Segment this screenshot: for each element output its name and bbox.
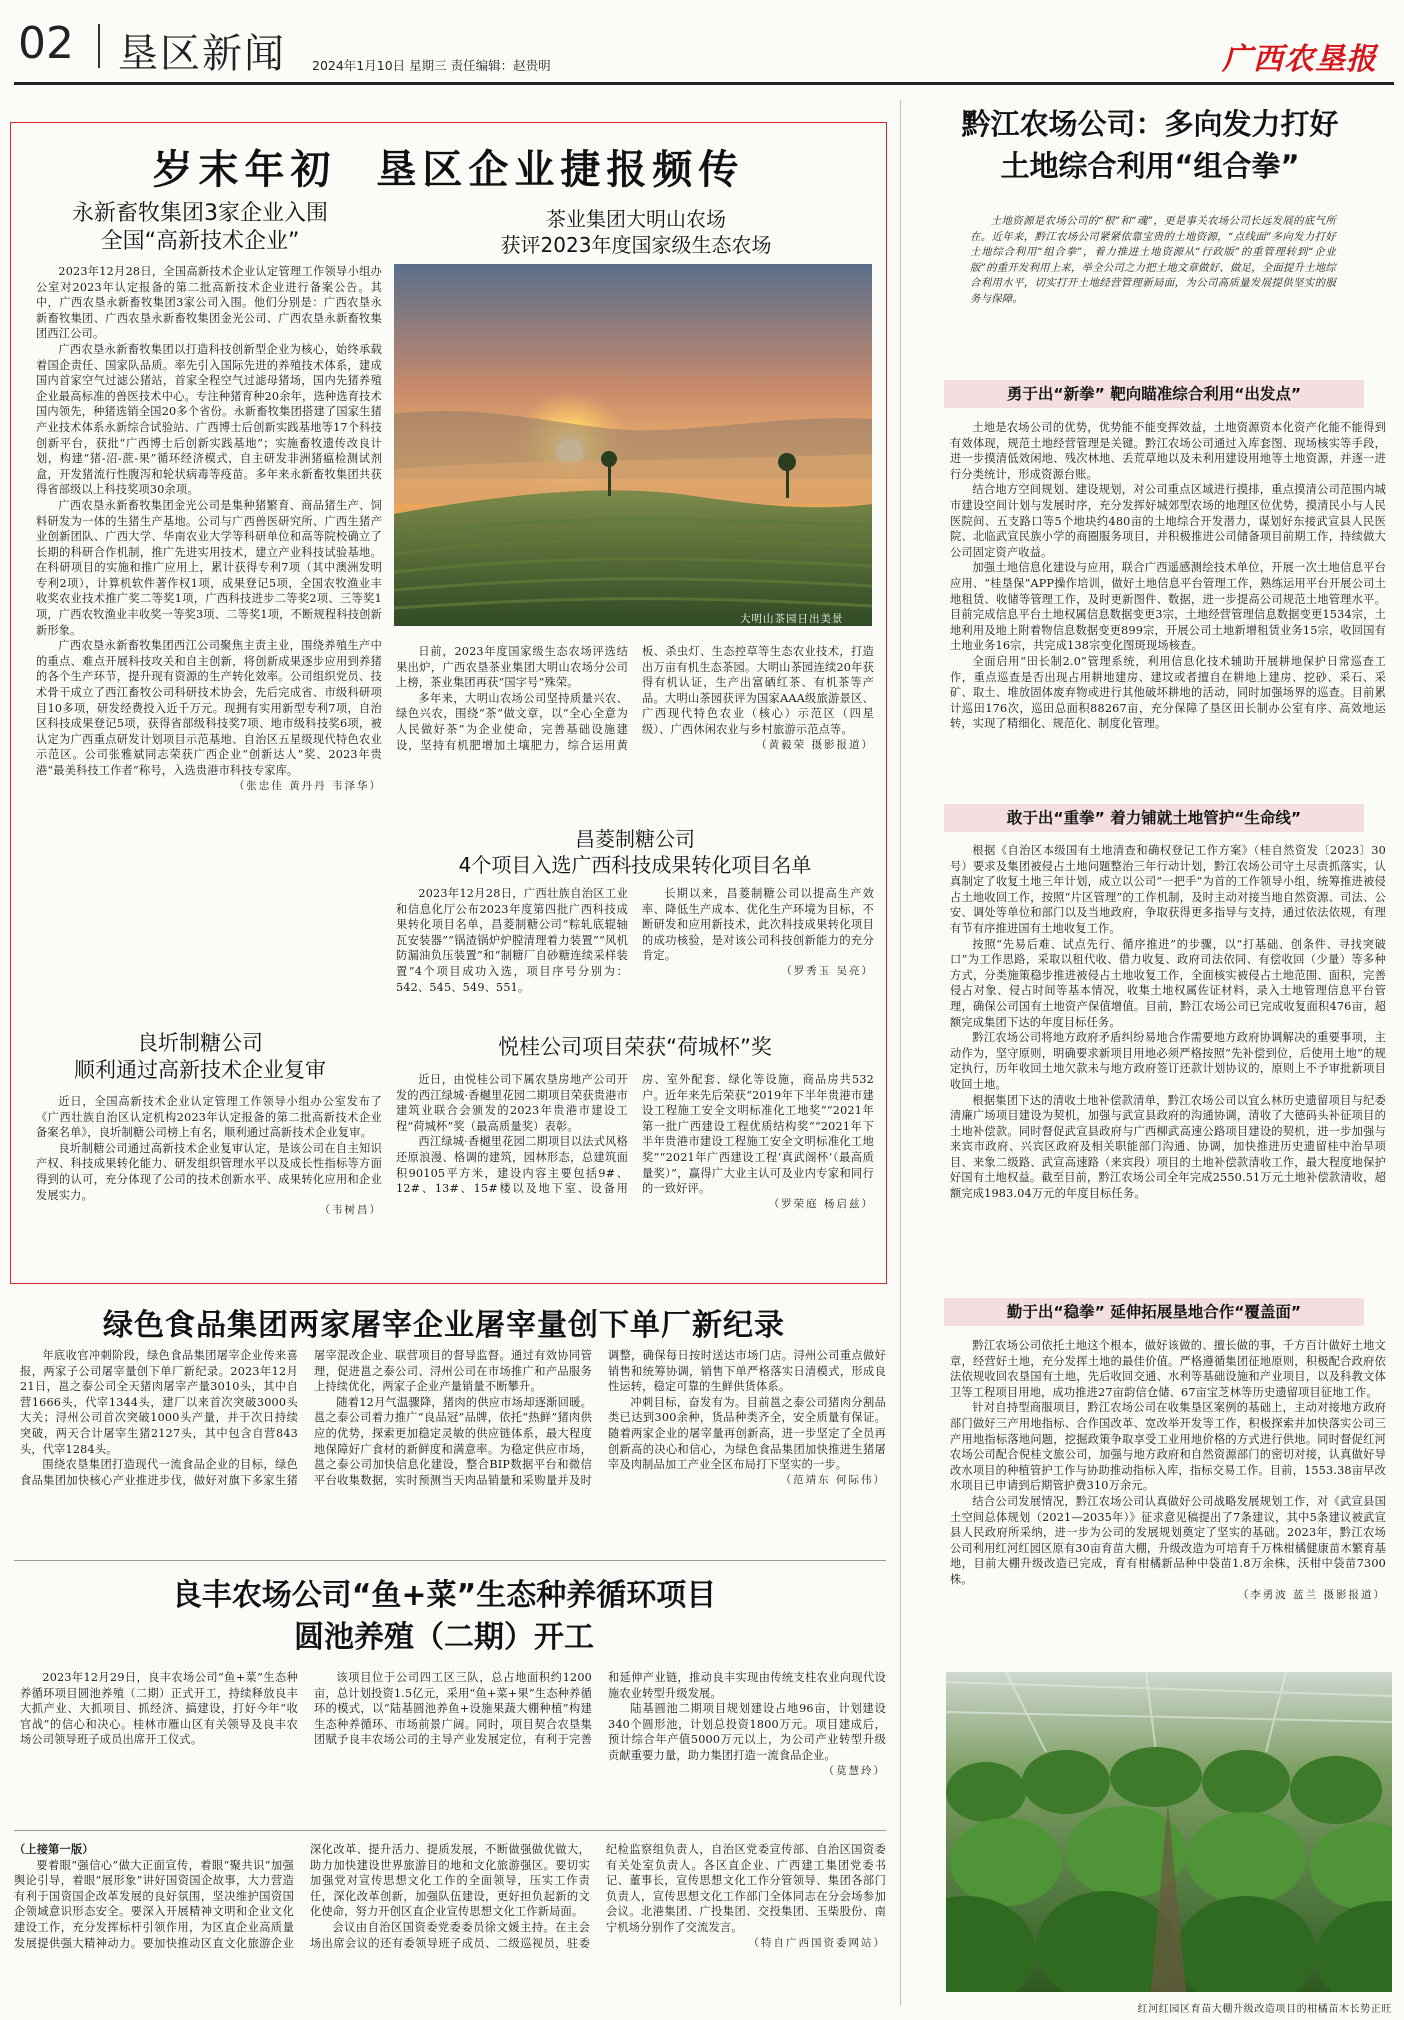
a4-byline: （韦树昌） [319,1204,382,1217]
qianjiang-section3 [950,1338,1386,1603]
liangfeng-headline-line2: 圆池养殖（二期）开工 [294,1620,594,1655]
liangfeng-byline: （莫慧玲） [823,1764,886,1777]
qianjiang-section1 [950,420,1386,732]
column-divider [900,100,901,2005]
greenhouse-photo-caption: 红河红园区育苗大棚升级改造项目的柑橘苗木长势正旺 [1137,2004,1392,2015]
tea-garden-sunrise-photo [394,264,872,626]
page-number: 02 [18,18,74,69]
liangfeng-headline-line1: 良丰农场公司“鱼+菜”生态种养循环项目 [171,1578,717,1613]
right-para: 黔江农场公司将地方政府矛盾纠纷易地合作需要地方政府协调解决的重要事项，主动作为，坚守原则，明确要求新项目用地必须严格按照“先补偿到位，后使用土地”的规定执行，历年收回土地欠款未与地方政府签订还款计划协议的，原则上不予审批新项目收回土地。 [950,1031,1386,1091]
seedling-greenhouse-photo [946,1672,1392,1992]
qianjiang-headline-line1: 黔江农场公司：多向发力打好 [961,107,1339,141]
a3-para: 2023年12月28日，广西壮族自治区工业和信息化厅公布2023年度第四批广西科技成果转化项目名单，昌菱制糖公司“粽轧底辊轴瓦安装器”“锅渣锅炉炉膛清理着力装置”“风机防漏油负压装置”和“制糖厂自砂糖连续采样装置”4个项目成功入选，项目序号分别为：542、545、549、551。 [396,887,628,994]
right-para: 针对自持型商服项目，黔江农场公司在收集垦区案例的基础上，主动对接地方政府部门做好三产用地指标、合作国改革、宽改举开发等工作，积极探索并加快落实公司三产用地指标落地问题，挖掘政策争取享受工业用地价格的方式进行供地。同时督促红河农场公司配合倪桂文旅公司，加强与地方政府和自然资源部门的密切对接，认真做好导改水项目的种植管护工作与协助推动指标入库，指标交易工作。目前，1553.38亩早改水项目已申请到后期管护费310万余元。 [950,1401,1386,1493]
header-divider [98,24,100,68]
right-para: 全面启用“田长制2.0”管理系统，利用信息化技术辅助开展耕地保护日常巡查工作，重点巡查是否出现占用耕地建房、建坟或者擅自在耕地上建房、挖砂、采石、采矿、取土、堆放固体废弃物或进行其他破坏耕地的活动，同时加强场界的巡查。目前累计巡田176次，巡田总面积88267亩，充分保障了垦区田长制办公室有序、高效地运转，实现了精细化、规范化、制度化管理。 [950,654,1386,731]
a1-para: 广西农垦永新畜牧集团以打造科技创新型企业为核心，始终承载着国企责任、国家队品质。率先引入国际先进的养殖技术体系，建成国内首家空气过滤公猪站，首家全程空气过滤母猪场，国内先猪养殖企业最高标准的兽医技术中心。专注种猪育种20余年，选种选育技术国内领先，种猪选销全国20多个省份。永新畜牧集团搭建了国家生猪产业技术体系永新综合试验站、广西博士后创新实践基地等17个科技创新平台，获批“广西博士后创新实践基地”；实施畜牧遗传改良计划，构建“猪-沼-蔗-果”循环经济模式，自主研发非洲猪瘟检测试剂盒，开发猪流行性腹泻和轮状病毒等疫苗。多年来永新畜牧集团共获得省部级以上科技奖项30余项。 [36,342,382,497]
a2-byline: （黄毅荣 摄影报道） [756,738,874,751]
box-banner-headline: 岁末年初 垦区企业捷报频传 [152,147,745,193]
a2-para: 日前，2023年度国家级生态农场评选结果出炉，广西农垦茶业集团大明山农场分公司上榜，茶业集团再获“国字号”殊荣。 [396,645,628,690]
a4-title-line1: 良圻制糖公司 [137,1031,263,1055]
subhead-1: 勇于出“新拳” 靶向瞄准综合利用“出发点” [944,380,1364,408]
a2-para: 多年来，大明山农场公司坚持质量兴农、绿色兴农，围绕“茶”做文章，以“全心全意为人民做好茶”为企业使命，完善基础设施建设，坚持有机肥增加土壤肥力，综合运用黄板、杀虫灯、生态控草等生态农业技术，打造出万亩有机生态茶园。大明山茶园连续20年获得有机认证，生产出富硒红茶、有机茶等产品。大明山茶园获评为国家AAA级旅游景区、广西现代特色农业（核心）示范区（四星级）、广西休闲农业与乡村旅游示范点等。 [396,645,874,752]
a4-title-line2: 顺利通过高新技术企业复审 [74,1058,326,1082]
right-para: 根据《自治区本级国有土地清查和确权登记工作方案》（桂自然资发〔2023〕30号）要求及集团被侵占土地问题整治三年行动计划，黔江农场公司守土尽责抓落实，认真制定了收复土地三年计划，成立以公司“一把手”为首的工作领导小组，统筹推进被侵占土地收回工作，按照“片区管理”的工作机制，及时主动对接当地自然资源、司法、公安、调处等单位和部门以及当地政府，争取获得更多指导与支持，通过依法依规，有理有节有序推进国有土地收复工作。 [950,844,1386,935]
a4-para: 良圻制糖公司通过高新技术企业复审认定，是该公司在自主知识产权、科技成果转化能力、研发组织管理水平以及成长性指标等方面得到的认可，充分体现了公司的技术创新水平、成果转化应用和企业发展实力。 [36,1141,382,1202]
a3-title-line1: 昌菱制糖公司 [575,827,695,851]
right-para: 按照“先易后难、试点先行、循序推进”的步骤，以“打基础、创条件、寻找突破口”为工作思路，采取以租代收、借力收复、政府司法依同、有偿收回（少量）等多种方式，分类施策稳步推进被侵占土地收复工作，全面核实被侵占土地范围、面积，完善侵占对象、侵占时间等基本情况，收集土地权属佐证材料，录入土地管理信息平台管理，确保公司国有土地资产保值增值。目前，黔江农场公司已完成收复面积476亩，超额完成集团下达的年度目标任务。 [950,937,1386,1029]
a5-para: 近日，由悦桂公司下属农垦房地产公司开发的西江绿城·香樾里花园二期项目荣获贵港市建筑业联合会颁发的2023年贵港市建设工程“荷城杯”奖（最高质量奖）表彰。 [396,1073,628,1133]
a2-title-line1: 茶业集团大明山农场 [546,207,726,231]
a5-byline: （罗荣庭 杨启兹） [768,1197,874,1210]
green-food-headline: 绿色食品集团两家屠宰企业屠宰量创下单厂新纪录 [103,1308,785,1343]
lead-para: 土地资源是农场公司的“根”和“魂”，更是事关农场公司长远发展的底气所在。近年来，黔江农场公司紧紧依靠宝贵的土地资源，“点线面”多向发力打好土地综合利用“组合拳”，着力推进土地资源从“行政版”的重管理转到“企业版”的重开发利用上来，举全公司之力把土地文章做好、做足，全面提升土地综合利用水平，切实打开土地经营管理新局面，为公司高质量发展提供坚实的服务与保障。 [970,215,1336,305]
right-para: 加强土地信息化建设与应用，联合广西遥感测绘技术单位，开展一次土地信息平台应用、“桂垦保”APP操作培训，做好土地信息平台管理工作，熟练运用平台开展公司土地租赁、收储等管理工作，及时更新图件、数据，进一步提高公司规范土地管理水平。目前完成信息平台土地权属信息数据变更3宗，土地经营管理信息数据变更1534宗，土地利用及地上附着物信息数据变更899宗，开展公司土地新增租赁业务15宗，收回国有土地业务16宗，共完成138宗变化图斑现场核查。 [950,561,1386,653]
issue-meta: 2024年1月10日 星期三 责任编辑：赵贵明 [312,58,551,73]
qianjiang-section2 [950,843,1386,1202]
header-rule [14,82,1394,85]
liangfeng-para: 陆基圆池二期项目规划建设占地96亩，计划建设340个圆形池，计划总投资1800万元。项目建成后，预计综合年产值5000万元以上，为公司产业转型升级贡献重要力量，助力集团打造一流食品企业。 [608,1702,886,1762]
subhead-2: 敢于出“重拳” 着力铺就土地管护“生命线” [944,804,1364,832]
a1-body [36,264,382,794]
a3-byline: （罗秀玉 吴亮） [781,964,874,977]
right-para: 结合地方空间规划、建设规划，对公司重点区域进行摸排，重点摸清公司范围内城市建设空间计划与发展时序，充分发挥好城郊型农场的地理区位优势，摸清民小与人民医院间、五支路口等5个地块约480亩的土地综合开发潜力，谋划好东接武宣县人民医院、北临武宣民族小学的商圈服务项目，并积极推进公司储备项目前期工作，持续做大公司固定资产收益。 [950,483,1386,559]
a4-body [36,1094,382,1218]
right-para: 根据集团下达的清收土地补偿款清单，黔江农场公司以宜么林历史遗留项目与纪委清廉广场项目建设为契机，加强与武宣县政府的沟通协调，清收了大德码头补征项目的土地补偿款。同时督促武宣县政府与广西柳武高速公路项目建设的契机，进一步加强与来宾市政府、兴宾区政府及相关职能部门沟通、协调，加快推进历史遗留桂中治旱项目、来象二级路、武宣高速路（来宾段）项目的土地补偿款清收工作，最大程度地保护好国有土地权益。截至目前，黔江农场公司全年完成2550.51万元土地补偿款清收，超额完成1983.04万元的年度目标任务。 [950,1093,1386,1201]
continued-para: 要着眼“强信心”做大正面宣传，着眼“聚共识”加强舆论引导，着眼“展形象”讲好国资国企故事，大力营造有利于国资国企改革发展的良好氛围，坚决维护国资国企领域意识形态安全。要深入开展精神文明和企业文化建设工作，充分发挥标杆引领作用，为区直企业高质量发展提供强大精神动力。要加快推动区直文化旅游企业深化改革、提升活力、提质发展，不断做强做优做大，助力加快建设世界旅游目的地和文化旅游强区。要切实加强党对宣传思想文化工作的全面领导，压实工作责任，深化改革创新，加强队伍建设，更好担负起新的文化使命，努力开创区直企业宣传思想文化工作新局面。 [14,1843,590,1950]
liangfeng-body [20,1670,886,1779]
green-byline: （范靖东 何际伟） [780,1473,886,1486]
qianjiang-byline: （李勇波 蓝兰 摄影报道） [1237,1588,1386,1601]
continued-para: 会议由自治区国资委党委委员徐文媛主持。在主会场出席会议的还有委领导班子成员、二级巡视员，驻委纪检监察组负责人，自治区党委宣传部、自治区国资委有关处室负责人。各区直企业、广西建工集团党委书记、董事长，宣传思想文化工作分管领导、集团各部门负责人，宣传思想文化工作部门全体同志在分会场参加会议。北港集团、广投集团、交投集团、玉柴股份、南宁机场分别作了交流发言。 [310,1843,886,1950]
a5-title: 悦桂公司项目荣获“荷城杯”奖 [498,1035,772,1059]
a3-body [396,886,874,995]
a1-byline: （张忠佳 黄丹丹 韦泽华） [233,779,382,792]
a1-title-line1: 永新畜牧集团3家企业入围 [72,201,328,226]
a5-body [396,1072,874,1212]
a3-title-line2: 4个项目入选广西科技成果转化项目名单 [458,853,812,877]
liangfeng-para: 该项目位于公司四工区三队，总占地面积约1200亩，总计划投资1.5亿元，采用“鱼+菜+果”生态种养循环的模式，以“陆基圆池养鱼+设施果蔬大棚种植”构建生态种养循环、市场前景广阔。同时，项目契合农垦集团赋予良丰农场公司的主导产业发展定位，有利于完善和延伸产业链，推动良丰实现由传统支柱农业向现代设施农业转型升级发展。 [314,1671,886,1747]
a2-title-line2: 获评2023年度国家级生态农场 [500,233,772,257]
subhead-3: 勤于出“稳拳” 延伸拓展垦地合作“覆盖面” [944,1298,1364,1326]
green-food-body [20,1348,886,1488]
green-para: 围绕农垦集团打造现代一流食品企业的目标，绿色食品集团加快核心产业推进步伐，做好对旗下多家生猪屠宰混改企业、联营项目的督导监督。通过有效协同管理，促进邕之泰公司、浔州公司在市场推广和产品服务上持续优化，两家子企业产量销量不断攀升。 [20,1349,592,1487]
green-para: 年底收官冲刺阶段，绿色食品集团屠宰企业传来喜报，两家子公司屠宰量创下单厂新纪录。2023年12月21日，邕之泰公司全天猪肉屠宰产量3010头，其中自营1666头，代宰1344头，建厂以来首次突破3000头大关；浔州公司首次突破1000头产量，并于次日持续突破，两天合计屠宰生猪2127头，其中包含自营843头，代宰1284头。 [20,1349,298,1456]
continued-label: （上接第一版） [14,1842,94,1856]
green-para: 冲刺目标，奋发有为。目前邕之泰公司猪肉分割品类已达到300余种，货品种类齐全，安全质量有保证。随着两家企业的屠宰量再创新高，进一步坚定了全员再创新高的决心和信心，为绿色食品集团加快推进生猪屠宰及肉制品加工产业全区布局打下坚实的一步。 [608,1395,886,1472]
right-para: 黔江农场公司依托土地这个根本，做好该做的、擅长做的事，千方百计做好土地文章，经营好土地，充分发挥土地的最佳价值。严格遵循集团征地原则，积极配合政府依法依规收回农垦国有土地，先后收回交通、水利等基础设施和产业项目，以及科教文体卫等工程项目用地，成功推进27亩韵信仓储、67亩宝芝林等历史遗留项目征地工作。 [950,1339,1386,1399]
newspaper-logo: 广西农垦报 [1222,42,1377,77]
qianjiang-lead [970,214,1336,307]
continued-byline: （特自广西国资委网站） [748,1936,886,1949]
a5-para: 西江绿城·香樾里花园二期项目以法式风格还原浪漫、格调的建筑，园林形态，总建筑面积90105平方米，建设内容主要包括9#、12#、13#、15#楼以及地下室、设备用房、室外配套、绿化等设施，商品房共532户。近年来先后荣获“2019年下半年贵港市建设工程施工安全文明标准化工地奖”“2021年第一批广西建设工程优质结构奖”“2021年下半年贵港市建设工程施工安全文明标准化工地奖”“2021年广西建设工程‘真武阁杯’（最高质量奖）”，赢得广大业主认可及业内专家和同行的一致好评。 [396,1073,874,1196]
section-divider [14,1830,886,1831]
qianjiang-headline-line2: 土地综合利用“组合拳” [1000,149,1300,183]
continued-article [14,1842,886,1951]
a2-photo-caption: 大明山茶园日出美景 [740,613,844,625]
green-para: 随着12月气温骤降，猪肉的供应市场却逐渐回暖。邕之泰公司着力推广“良品冠”品牌，依托“热鲜”猪肉供应的优势，探索更加稳定灵敏的供应链体系，最大程度地保障好广食材的新鲜度和满意率。为稳定供应市场，邕之泰公司加快信息化建设，整合BIP数据平台和微信平台收集数据，实时预测当天肉品销量和采购量并及时调整，确保每日按时送达市场门店。浔州公司重点做好销售和统筹协调，销售下单严格落实日清模式，形成良性运转，稳定可靠的生鲜供货体系。 [314,1349,886,1487]
liangfeng-para: 2023年12月29日，良丰农场公司“鱼+菜”生态种养循环项目圆池养殖（二期）正式开工，持续释放良丰大抓产业、大抓项目、抓经济、搞建设，打好今年“收官战”的信心和决心。桂林市雁山区有关领导及良丰农场公司领导班子成员出席开工仪式。 [20,1671,298,1747]
a3-para: 长期以来，昌菱制糖公司以提高生产效率、降低生产成本、优化生产环境为目标，不断研发和应用新技术，此次科技成果转化项目的成功核验，是对该公司科技创新能力的充分肯定。 [642,887,874,963]
a4-para: 近日，全国高新技术企业认定管理工作领导小组办公室发布了《广西壮族自治区认定机构2023年认定报备的第二批高新技术企业备案名单》，良圻制糖公司榜上有名，顺利通过高新技术企业复审。 [36,1095,382,1140]
a1-para: 广西农垦永新畜牧集团西江公司聚焦主责主业，围绕养殖生产中的重点、难点开展科技攻关和自主创新，将创新成果逐步应用到养猪的各个生产环节，提升现有资源的生产转化效率。公司组织党员、技术骨干成立了西江畜牧公司科研技术协会，先后完成省、市级科研项目10多项，研发经费投入近千万元。现拥有实用新型专利7项，自治区科技成果登记5项，获得省部级科技奖7项、地市级科技奖6项，被认定为广西重点研发计划项目示范基地、自治区五星级现代特色农业示范区。公司张雅斌同志荣获广西企业“创新达人”奖、2023年贵港“最美科技工作者”称号，入选贵港市科技专家库。 [36,639,382,777]
section-title: 垦区新闻 [118,31,286,77]
section-divider [14,1560,886,1561]
a1-para: 2023年12月28日，全国高新技术企业认定管理工作领导小组办公室对2023年认定报备的第二批高新技术企业进行备案公告。其中，广西农垦永新畜牧集团3家公司入围。他们分别是：广西农垦永新畜牧集团、广西农垦永新畜牧集团金光公司、广西农垦永新畜牧集团西江公司。 [36,265,382,341]
right-para: 土地是农场公司的优势，优势能不能变挥效益，土地资源资本化资产化能不能得到有效体现，规范土地经营管理是关键。黔江农场公司通过入库套图、现场核实等手段，进一步摸清低效闲地、残次林地、丢荒草地以及未利用建设用地等土地资源，并逐一进行分类统计，形成资源台账。 [950,421,1386,481]
a1-para: 广西农垦永新畜牧集团金光公司是集种猪繁育、商品猪生产、饲料研发为一体的生猪生产基地。公司与广西兽医研究所、广西生猪产业创新团队、广西大学、华南农业大学等科研单位和高等院校确立了长期的科研合作机制，推广先进实用技术，建立产业科技试验基地。在科研项目的实施和推广应用上，累计获得专利7项（其中澳洲发明专利2项），计算机软件著作权1项，成果登记5项，全国农牧渔业丰收奖农业技术推广奖二等奖1项，广西科技进步二等奖2项、三等奖1项，广西农牧渔业丰收奖一等奖3项、二等奖1项，不断规程科技创新新形象。 [36,498,382,637]
right-para: 结合公司发展情况，黔江农场公司认真做好公司战略发展规划工作，对《武宣县国土空间总体规划（2021—2035年）》征求意见稿提出了7条建议，其中5条建议被武宣县人民政府所采纳，进一步为公司的发展规划奠定了坚实的基础。2023年，黔江农场公司利用红河红园区原有30亩育苗大棚，升级改造为可培育千万株柑橘健康苗木繁育基地，目前大棚升级改造已完成，育有柑橘新品种中袋苗1.8万余株，沃柑中袋苗7300株。 [950,1494,1386,1586]
a2-body [396,644,874,753]
a1-title-line2: 全国“高新技术企业” [100,229,300,254]
